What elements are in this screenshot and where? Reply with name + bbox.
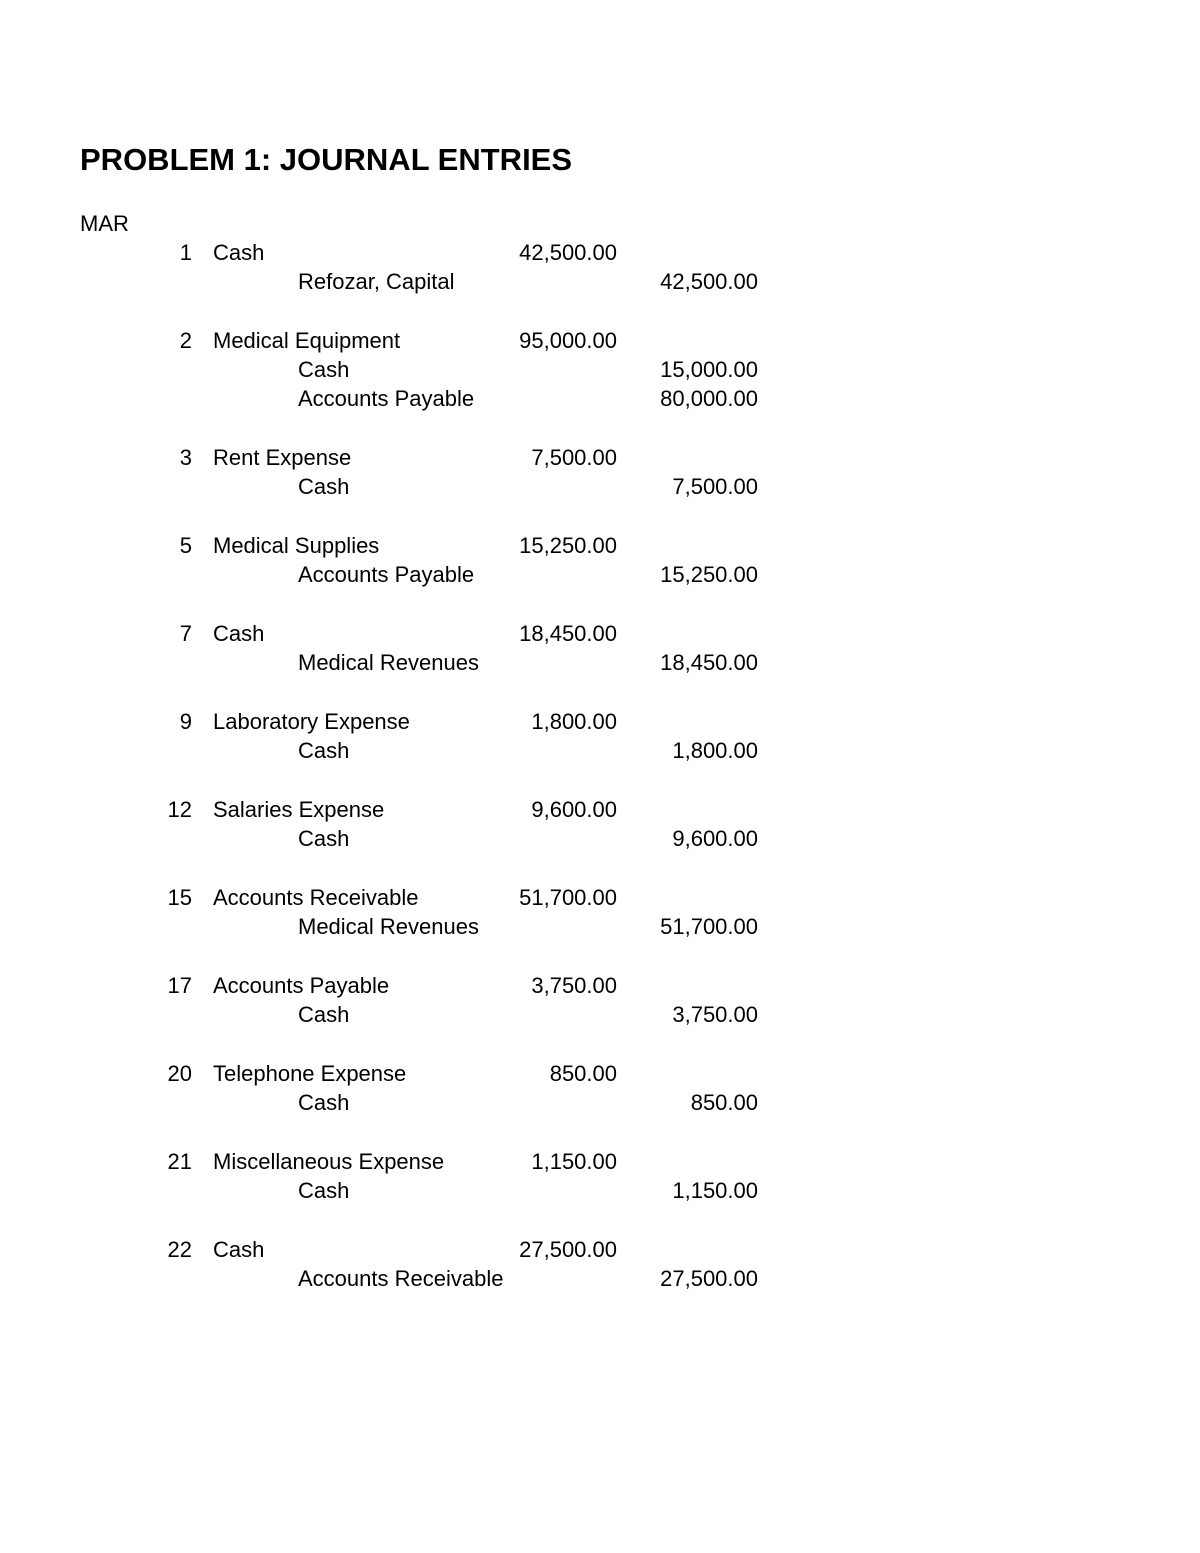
credit-account: Refozar, Capital [298, 269, 455, 294]
journal-entry [0, 238, 1200, 296]
debit-line [0, 1059, 1200, 1088]
entry-day: 7 [179, 621, 192, 646]
credit-account: Medical Revenues [298, 650, 479, 675]
credit-line [0, 736, 1200, 765]
journal-entry [0, 326, 1200, 413]
entry-day: 20 [167, 1061, 192, 1086]
month-label: MAR [80, 211, 129, 236]
page-title: PROBLEM 1: JOURNAL ENTRIES [80, 142, 573, 177]
entry-day: 9 [179, 709, 192, 734]
journal-entry [0, 531, 1200, 589]
debit-amount: 95,000.00 [519, 328, 617, 353]
debit-line [0, 795, 1200, 824]
entry-day: 15 [167, 885, 192, 910]
credit-amount: 42,500.00 [660, 269, 758, 294]
credit-account: Cash [298, 1002, 350, 1027]
debit-line [0, 443, 1200, 472]
journal-entry [0, 795, 1200, 853]
credit-account: Accounts Payable [298, 562, 475, 587]
debit-account: Accounts Payable [213, 973, 390, 998]
credit-line [0, 355, 1200, 384]
debit-amount: 3,750.00 [531, 973, 617, 998]
credit-account: Cash [298, 826, 350, 851]
credit-account: Cash [298, 738, 350, 763]
entry-day: 22 [167, 1237, 192, 1262]
credit-account: Cash [298, 1090, 350, 1115]
credit-amount: 1,800.00 [672, 738, 758, 763]
entry-day: 12 [167, 797, 192, 822]
journal-entries [0, 238, 1200, 1323]
debit-account: Medical Supplies [213, 533, 380, 558]
credit-line [0, 267, 1200, 296]
debit-amount: 51,700.00 [519, 885, 617, 910]
journal-entry [0, 883, 1200, 941]
debit-amount: 1,800.00 [531, 709, 617, 734]
journal-entry [0, 1059, 1200, 1117]
debit-amount: 18,450.00 [519, 621, 617, 646]
credit-amount: 15,250.00 [660, 562, 758, 587]
credit-amount: 850.00 [690, 1090, 758, 1115]
credit-line [0, 1176, 1200, 1205]
journal-entry [0, 443, 1200, 501]
entry-day: 5 [179, 533, 192, 558]
credit-account: Accounts Receivable [298, 1266, 504, 1291]
debit-line [0, 1147, 1200, 1176]
debit-amount: 850.00 [549, 1061, 617, 1086]
credit-amount: 27,500.00 [660, 1266, 758, 1291]
credit-line [0, 560, 1200, 589]
debit-account: Salaries Expense [213, 797, 385, 822]
credit-amount: 3,750.00 [672, 1002, 758, 1027]
debit-account: Cash [213, 240, 265, 265]
debit-line [0, 1235, 1200, 1264]
journal-entry [0, 1235, 1200, 1293]
credit-line [0, 472, 1200, 501]
debit-line [0, 531, 1200, 560]
journal-entry [0, 1147, 1200, 1205]
debit-account: Rent Expense [213, 445, 352, 470]
debit-amount: 42,500.00 [519, 240, 617, 265]
credit-amount: 7,500.00 [672, 474, 758, 499]
debit-line [0, 707, 1200, 736]
debit-amount: 15,250.00 [519, 533, 617, 558]
journal-entry [0, 707, 1200, 765]
credit-line [0, 648, 1200, 677]
credit-amount: 1,150.00 [672, 1178, 758, 1203]
entry-day: 2 [179, 328, 192, 353]
journal-entry [0, 619, 1200, 677]
credit-line [0, 912, 1200, 941]
journal-entry [0, 971, 1200, 1029]
entry-day: 17 [167, 973, 192, 998]
debit-account: Cash [213, 621, 265, 646]
debit-line [0, 971, 1200, 1000]
credit-amount: 51,700.00 [660, 914, 758, 939]
debit-account: Laboratory Expense [213, 709, 410, 734]
debit-amount: 7,500.00 [531, 445, 617, 470]
credit-line [0, 1088, 1200, 1117]
debit-line [0, 326, 1200, 355]
debit-line [0, 883, 1200, 912]
credit-line [0, 1000, 1200, 1029]
debit-amount: 27,500.00 [519, 1237, 617, 1262]
debit-account: Cash [213, 1237, 265, 1262]
credit-account: Cash [298, 474, 350, 499]
debit-account: Accounts Receivable [213, 885, 419, 910]
debit-account: Miscellaneous Expense [213, 1149, 445, 1174]
entry-day: 1 [179, 240, 192, 265]
credit-account: Medical Revenues [298, 914, 479, 939]
credit-amount: 15,000.00 [660, 357, 758, 382]
debit-line [0, 619, 1200, 648]
credit-amount: 9,600.00 [672, 826, 758, 851]
credit-account: Accounts Payable [298, 386, 475, 411]
credit-line [0, 384, 1200, 413]
debit-line [0, 238, 1200, 267]
credit-amount: 80,000.00 [660, 386, 758, 411]
debit-amount: 1,150.00 [531, 1149, 617, 1174]
credit-line [0, 1264, 1200, 1293]
credit-line [0, 824, 1200, 853]
credit-amount: 18,450.00 [660, 650, 758, 675]
credit-account: Cash [298, 357, 350, 382]
credit-account: Cash [298, 1178, 350, 1203]
entry-day: 21 [167, 1149, 192, 1174]
debit-account: Medical Equipment [213, 328, 401, 353]
entry-day: 3 [179, 445, 192, 470]
debit-account: Telephone Expense [213, 1061, 407, 1086]
debit-amount: 9,600.00 [531, 797, 617, 822]
